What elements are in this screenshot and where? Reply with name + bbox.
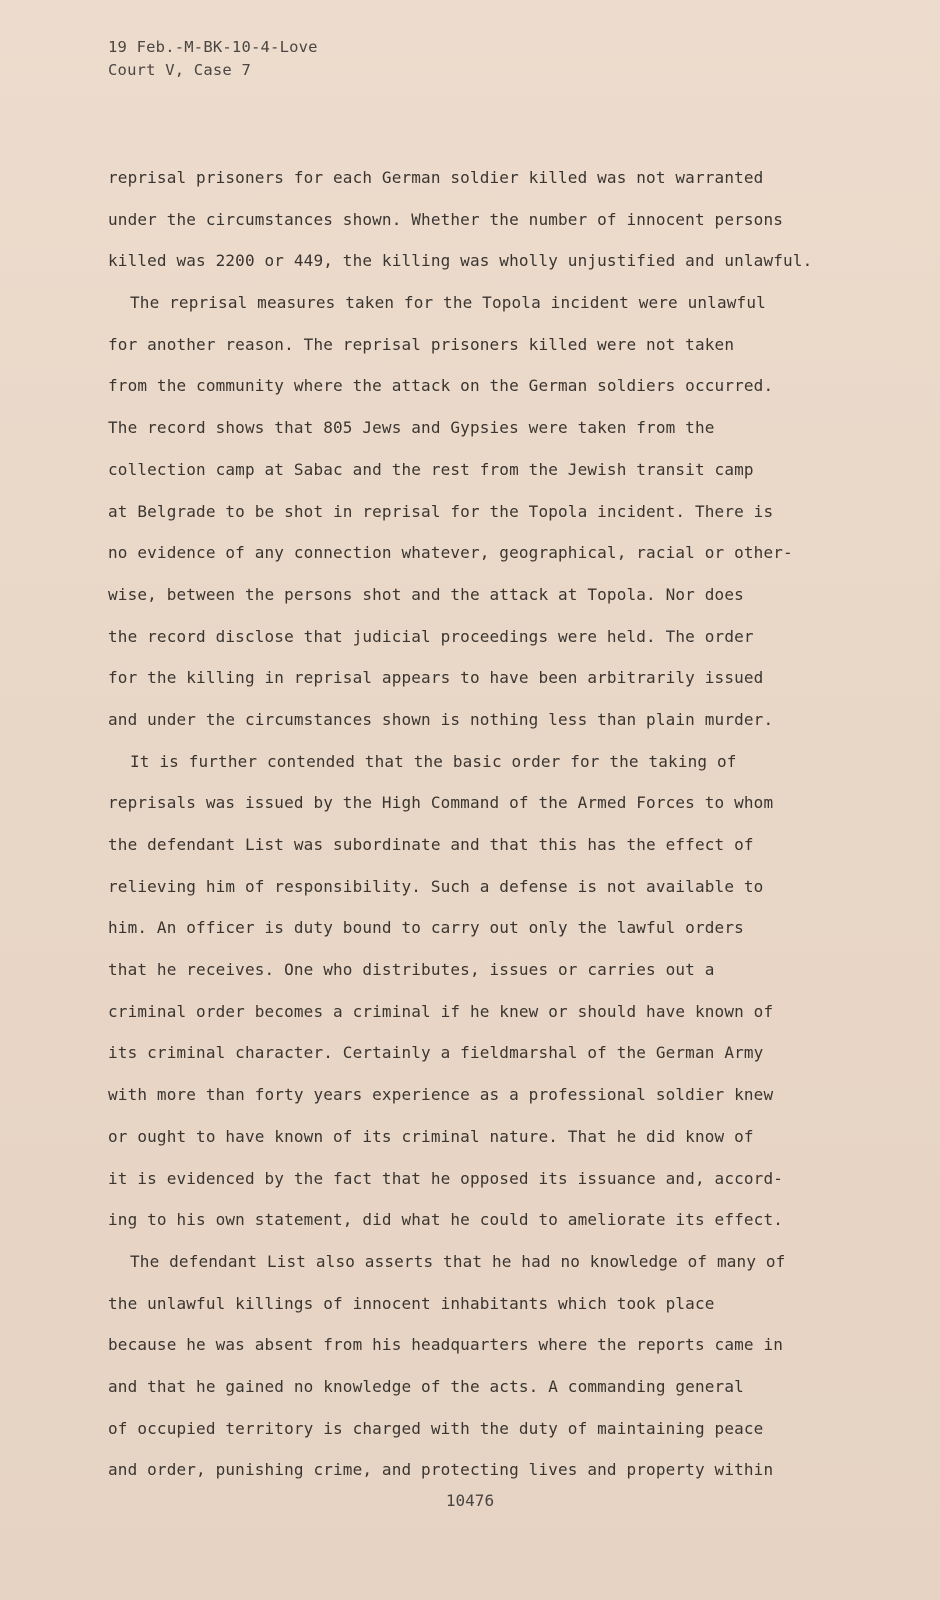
text-line: him. An officer is duty bound to carry out only the lawful orders [108,918,744,938]
text-line: its criminal character. Certainly a fieldmarshal of the German Army [108,1043,764,1063]
text-line: for the killing in reprisal appears to have been arbitrarily issued [108,668,764,688]
text-line: and under the circumstances shown is nothing less than plain murder. [108,709,774,729]
body-text [108,157,908,1491]
text-line: at Belgrade to be shot in reprisal for the Topola incident. There is [108,501,774,521]
text-line: and that he gained no knowledge of the acts. A commanding general [108,1376,744,1396]
text-line: criminal order becomes a criminal if he knew or should have known of [108,1001,774,1021]
paragraph-start-line: It is further contended that the basic order for the taking of [130,751,737,771]
text-line: relieving him of responsibility. Such a defense is not available to [108,876,764,896]
text-line: or ought to have known of its criminal nature. That he did know of [108,1126,754,1146]
page-number: 10476 [445,1491,495,1510]
text-line: that he receives. One who distributes, issues or carries out a [108,960,715,980]
text-line: wise, between the persons shot and the attack at Topola. Nor does [108,584,744,604]
text-line: it is evidenced by the fact that he opposed its issuance and, accord- [108,1168,784,1188]
document-header [108,36,318,82]
header-reference: 19 Feb.-M-BK-10-4-Love [108,38,318,56]
text-line: for another reason. The reprisal prisoners killed were not taken [108,334,735,354]
header-court-case: Court V, Case 7 [108,61,251,79]
text-line: with more than forty years experience as a professional soldier knew [108,1085,774,1105]
text-line: reprisals was issued by the High Command of the Armed Forces to whom [108,793,774,813]
text-line: reprisal prisoners for each German soldier killed was not warranted [108,168,764,187]
text-line: the record disclose that judicial proceedings were held. The order [108,626,754,646]
text-line: because he was absent from his headquarters where the reports came in [108,1335,784,1355]
text-line: no evidence of any connection whatever, geographical, racial or other- [108,543,793,563]
text-line: ing to his own statement, did what he could to ameliorate its effect. [108,1210,784,1230]
text-line: from the community where the attack on the German soldiers occurred. [108,376,774,396]
text-line: The record shows that 805 Jews and Gypsies were taken from the [108,418,715,438]
text-line: and order, punishing crime, and protecting lives and property within [108,1460,774,1480]
text-line: collection camp at Sabac and the rest from the Jewish transit camp [108,459,754,479]
text-line: of occupied territory is charged with the duty of maintaining peace [108,1418,764,1438]
text-line: killed was 2200 or 449, the killing was wholly unjustified and unlawful. [108,251,813,271]
text-line: under the circumstances shown. Whether the number of innocent persons [108,209,784,229]
text-line: the unlawful killings of innocent inhabitants which took place [108,1293,715,1313]
text-line: the defendant List was subordinate and that this has the effect of [108,835,754,854]
paragraph-start-line: The reprisal measures taken for the Topola incident were unlawful [130,293,766,313]
paragraph-start-line: The defendant List also asserts that he had no knowledge of many of [130,1251,786,1271]
